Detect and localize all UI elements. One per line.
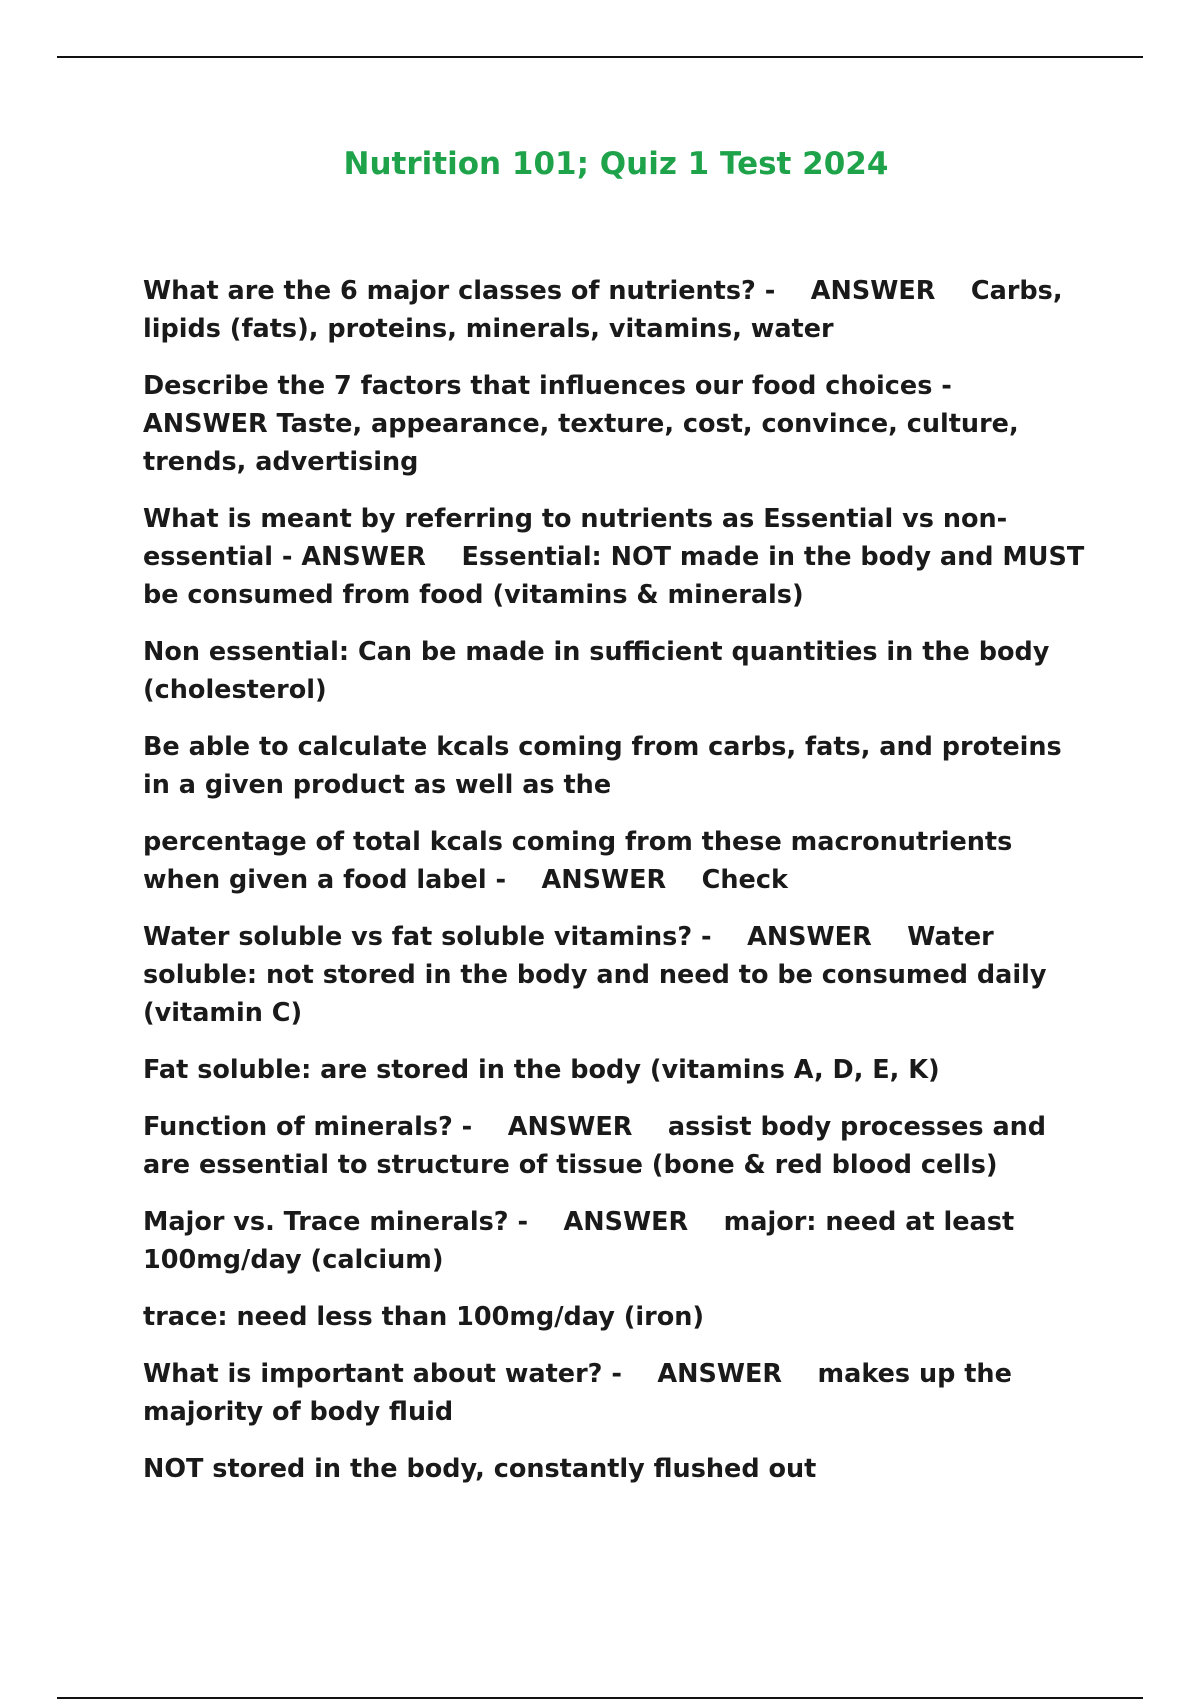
paragraph-calculate-kcals: Be able to calculate kcals coming from carbs, fats, and proteins in a given product as well as the — [143, 732, 1071, 800]
header-rule — [57, 56, 1143, 58]
paragraph-non-essential: Non essential: Can be made in sufficient quantities in the body (cholesterol) — [143, 637, 1059, 705]
paragraph-trace-minerals: trace: need less than 100mg/day (iron) — [143, 1302, 705, 1332]
qa-paragraph-major-trace-minerals: Major vs. Trace minerals? - ANSWER major: need at least 100mg/day (calcium) — [143, 1207, 1024, 1275]
qa-paragraph-vitamin-solubility: Water soluble vs fat soluble vitamins? - ANSWER Water soluble: not stored in the body and need to be consumed daily (vitamin C) — [143, 922, 1056, 1028]
footer-rule — [57, 1697, 1143, 1699]
qa-paragraph-water: What is important about water? - ANSWER makes up the majority of body fluid — [143, 1359, 1021, 1427]
paragraph-fat-soluble: Fat soluble: are stored in the body (vitamins A, D, E, K) — [143, 1055, 940, 1085]
qa-paragraph-mineral-function: Function of minerals? - ANSWER assist body processes and are essential to structure of tissue (bone & red blood cells) — [143, 1112, 1055, 1180]
qa-paragraph-kcal-percentage: percentage of total kcals coming from these macronutrients when given a food label - ANSWER Check — [143, 827, 1022, 895]
qa-paragraph-food-choice-factors: Describe the 7 factors that influences our food choices - ANSWER Taste, appearance, texture, cost, convince, culture, trends, advertising — [143, 371, 1028, 477]
qa-paragraph-nutrient-classes: What are the 6 major classes of nutrients? - ANSWER Carbs, lipids (fats), proteins, minerals, vitamins, water — [143, 276, 1072, 344]
paragraph-water-not-stored: NOT stored in the body, constantly flushed out — [143, 1454, 817, 1484]
document-body — [143, 272, 1093, 1507]
document-title: Nutrition 101; Quiz 1 Test 2024 — [343, 146, 889, 182]
qa-paragraph-essential-nutrients: What is meant by referring to nutrients as Essential vs non-essential - ANSWER Essential: NOT made in the body and MUST be consumed from food (vitamins & minerals) — [143, 504, 1094, 610]
